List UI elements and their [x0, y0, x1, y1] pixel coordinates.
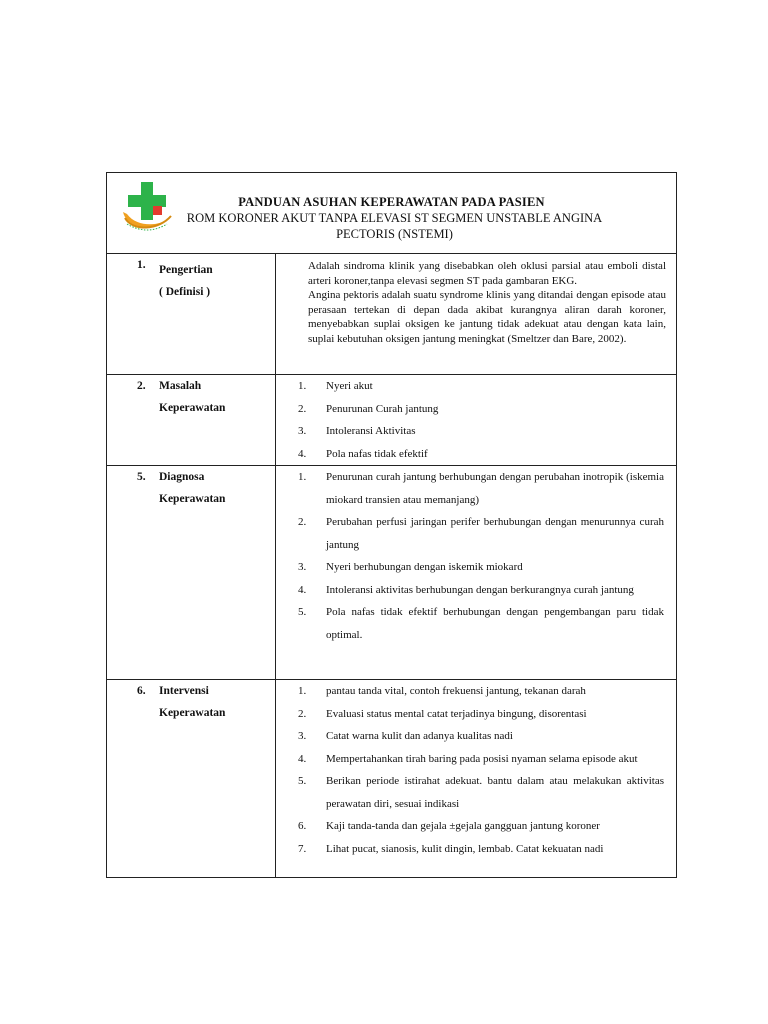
list-item: 5. Berikan periode istirahat adekuat. bantu dalam atau melakukan aktivitas perawatan diri, sesuai indikasi: [298, 775, 664, 810]
list-item: 7. Lihat pucat, sianosis, kulit dingin, lembab. Catat kekuatan nadi: [298, 842, 604, 855]
section-label-cell: [107, 254, 276, 375]
document-subtitle: ROM KORONER AKUT TANPA ELEVASI ST SEGMEN UNSTABLE ANGINA PECTORIS (NSTEMI): [186, 211, 603, 241]
section-number: 5.: [137, 471, 146, 483]
section-label-line: ( Definisi ): [159, 286, 211, 298]
list-item: 4. Pola nafas tidak efektif: [298, 447, 428, 460]
section-label: [107, 466, 275, 510]
section-label-line: Keperawatan: [159, 493, 226, 505]
list-item: 2. Perubahan perfusi jaringan perifer berhubungan dengan menurunnya curah jantung: [298, 516, 664, 551]
section-content-cell: [276, 254, 677, 375]
header-row: [107, 173, 677, 254]
section-number: 1.: [137, 259, 146, 271]
section-label-cell: [107, 375, 276, 466]
definition-paragraph: Angina pektoris adalah suatu syndrome klinis yang ditandai dengan episode atau perasaan tertekan di depan dada akibat kurangnya aliran darah koroner, menyebabkan suplai oksigen ke jantung tidak adekuat atau dengan kata lain, suplai kebutuhan oksigen jantung meningkat (Smeltzer dan Bare, 2002).: [308, 289, 666, 345]
section-number: 2.: [137, 380, 146, 392]
definition-paragraph: Adalah sindroma klinik yang disebabkan oleh oklusi parsial atau emboli distal arteri koroner,tanpa elevasi segmen ST pada gambaran EKG.: [308, 260, 666, 287]
section-label-line: Pengertian: [159, 264, 213, 276]
section-content-cell: [276, 375, 677, 466]
list-item: 6. Kaji tanda-tanda dan gejala ±gejala gangguan jantung koroner: [298, 820, 600, 832]
section-label-line: Masalah: [159, 380, 202, 392]
section-content-cell: [276, 680, 677, 878]
section-row-definition: [107, 254, 677, 375]
intervention-list: [276, 680, 676, 860]
section-label: [107, 254, 275, 303]
problem-list: [276, 375, 676, 465]
section-label-cell: [107, 680, 276, 878]
section-number: 6.: [137, 685, 146, 697]
section-content-cell: [276, 466, 677, 680]
section-label: [107, 375, 275, 419]
diagnosis-list: [276, 466, 676, 646]
list-item: 3. Nyeri berhubungan dengan iskemik miokard: [298, 561, 523, 573]
section-label: [107, 680, 275, 724]
list-item: 1. Penurunan curah jantung berhubungan dengan perubahan inotropik (iskemia miokard transien atau memanjang): [298, 471, 664, 506]
list-item: 3. Catat warna kulit dan adanya kualitas nadi: [298, 730, 513, 742]
section-row-diagnosis: [107, 466, 677, 680]
header-cell: [107, 173, 677, 254]
section-label-line: Diagnosa: [159, 471, 205, 483]
section-label-line: Keperawatan: [159, 707, 226, 719]
list-item: 2. Penurunan Curah jantung: [298, 402, 439, 415]
section-label-line: Intervensi: [159, 685, 209, 697]
care-guide-table: [106, 172, 677, 878]
list-item: 3. Intoleransi Aktivitas: [298, 425, 416, 437]
list-item: 4. Intoleransi aktivitas berhubungan dengan berkurangnya curah jantung: [298, 583, 634, 596]
list-item: 1. Nyeri akut: [298, 380, 373, 392]
list-item: 4. Mempertahankan tirah baring pada posisi nyaman selama episode akut: [298, 752, 638, 765]
section-label-line: Keperawatan: [159, 402, 226, 414]
list-item: 1. pantau tanda vital, contoh frekuensi jantung, tekanan darah: [298, 685, 586, 697]
list-item: 2. Evaluasi status mental catat terjadinya bingung, disorentasi: [298, 707, 587, 720]
section-label-cell: [107, 466, 276, 680]
document-title: PANDUAN ASUHAN KEPERAWATAN PADA PASIEN: [238, 195, 545, 209]
section-row-intervention: [107, 680, 677, 878]
list-item: 5. Pola nafas tidak efektif berhubungan dengan pengembangan paru tidak optimal.: [298, 606, 664, 641]
section-row-problems: [107, 375, 677, 466]
